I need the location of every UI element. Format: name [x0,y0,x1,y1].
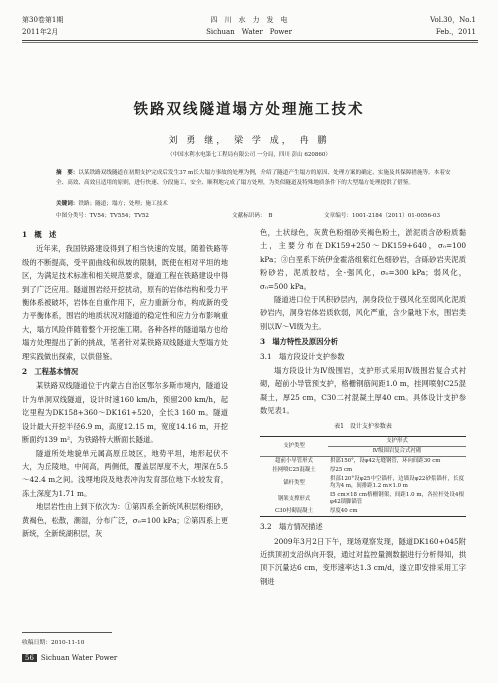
table-cell: C30衬砌混凝土 [260,507,328,517]
header-rule [22,40,478,41]
abstract [56,168,456,188]
table-header-cell: 支护类型 [260,437,328,457]
footnote-rule [22,632,112,633]
paragraph: 地层岩性由上到下依次为：①第四系全新统风积层粉细砂，黄褐色，松散，潮湿，分布广泛，σ₀=100 kPa；②第四系上更新统，全新统湖积层，灰 [22,502,228,538]
table-header-cell: Ⅳ级围岩复合式衬砌 [328,447,466,457]
section-heading-overview: 1 概 述 [22,230,57,239]
subsection-heading: 3.2 塌方情况描述 [260,522,323,532]
table-cell: I5 cm×18 cm格栅钢架，间距1.0 m，各拉杆处设4根φ42锁脚锚管 [330,492,464,506]
table-caption: 表1 设计支护参数表 [334,422,392,430]
table-row [260,475,466,491]
paragraph: 某铁路双线隧道位于内蒙古自治区鄂尔多斯市境内，隧道设计为单洞双线隧道，设计时速160 km/h，预留200 km/h，起讫里程为DK158+360～DK161+520，全长3 160 m。隧道设计最大开挖半径6.9 m，高度12.15 m，宽度14.16 m，开挖断面约139 m²，为铁路特大断面长隧道。 [22,381,228,445]
right-column [260,226,466,588]
paragraph: 近年来，我国铁路建设得到了相当快速的发展，随着铁路等级的不断提高，受平面曲线和纵坡的限制，既使在相对平坦的地区，为满足技术标准和相关规范要求，隧道工程在铁路建设中得到了广泛应用。隧道围岩经开挖扰动，原有的岩体结构和受力平衡体系被破坏，岩体在自重作用下，应力重新分布，构成新的受力平衡体系，围岩的地质状况对隧道的稳定性和应力分布影响重大，塌方风险伴随着整个开挖施工期。各种各样的隧道塌方也给塌方处理提出了新的挑战，笔者针对某铁路双线隧道大型塌方处理实践做出探索，以供借鉴。 [22,244,228,361]
keywords-label: 关键词： [56,201,79,207]
class-number: 中图分类号：TV54；TV554；TV52 [56,213,149,219]
abstract-text: 以某铁路双线隧道在初期支护完成后发生37 m长大塌方事故的处理为例，介绍了隧道产生塌方的原因、处理方案的确定、实施及其保障措施等。本着安全、高效、高效且适用的原则，进行快速、分段施工，安全、顺利地完成了塌方处理，为类似隧道及特殊地质条件下的大型塌方处理提供了借鉴。 [56,170,451,186]
table-cell: 拱部150°，设φ42无缝钢管，环向间距30 cm [330,458,441,465]
date-en: Feb.，2011 [435,28,476,36]
table-row [260,507,466,517]
document-code: 文献标识码： B [232,213,273,219]
journal-name-en: Sichuan Water Power [206,28,292,36]
footer-journal: Sichuan Water Power [40,654,118,662]
section-heading-project: 2 工程基本情况 [22,367,79,377]
keywords-text: 铁路；隧道；塌方；处理；施工技术 [78,201,168,207]
paragraph: 隧道所处地貌单元属高原丘坡区，地势平坦，地形起伏不大，为丘陵地，中间高，两侧低，覆盖层厚度不大，埋深在5.5～42.4 m之间。浅埋地段及地表冲沟发育部位地下水较发育，冻土深度为1.71 m。 [22,448,228,498]
table-row [260,466,466,475]
left-column [22,226,228,540]
abstract-label: 摘 要： [56,170,79,176]
page-number: 56 [22,654,37,662]
table-row [260,457,466,467]
affiliation: （中国水利水电第七工程局有限公司 一分局，四川 彭山 620860） [167,152,331,158]
paragraph: 色，土状绿色，灰黄色粉细砂夹褐色粉土，淤泥质含砂粉质黏土，主要分布在DK159+250～DK159+640，σ₀=100 kPa；③白垩系下统伊金霍洛组紫红色细砂岩，含砾砂岩夹泥质粉砂岩，泥质胶结，全-强风化，σ₀=300 kPa；弱风化，σ₀=500 kPa。 [260,228,466,291]
table-cell: 挂网喷C25混凝土 [272,467,316,474]
table-cell: 厚25 cm [330,467,353,474]
table-header-cell: 支护形式 [328,437,466,447]
keywords [56,199,168,207]
page-footer [22,654,117,662]
table-cell: 钢架支撑形式 [277,495,311,502]
article-title: 铁路双线隧道塌方处理施工技术 [133,101,365,118]
journal-volume-issue: 第30卷第1期 [22,16,64,24]
volume-en: Vol.30，No.1 [430,16,476,24]
authors: 刘 勇 继， 梁 学 成， 冉 鹏 [168,136,330,146]
table-cell: 锚杆类型 [283,479,305,486]
journal-name-cn: 四 川 水 力 发 电 [210,16,288,24]
paragraph: 塌方段设计为Ⅳ级围岩，支护形式采用Ⅳ级围岩复合式衬砌，超前小导管预支护，格栅钢筋间距1.0 m，挂网喷射C25混凝土，厚25 cm，C30二衬混凝土厚40 cm。具体设计支护参数见表1。 [260,366,466,416]
support-parameter-table [260,436,466,517]
journal-date: 2011年2月 [22,28,59,36]
table-row [260,491,466,507]
section-heading-collapse: 3 塌方特性及原因分析 [260,337,339,347]
header-rule-thin [22,42,478,43]
paragraph: 隧道进口位于风积砂层内，洞身段位于强风化至弱风化泥质砂岩内，洞身岩体岩质软弱，风化严重，含少量地下水，围岩类别以Ⅳ～Ⅵ级为主。 [260,295,466,331]
paragraph: 2009年3月2日下午，现场观察发现，隧道DK160+045附近拱顶初支沿纵向开裂，通过对监控量测数据进行分析得知，拱顶下沉量达6 cm，变形速率达1.3 cm/d，遂立即安排采用工字钢进 [260,536,466,586]
subsection-heading: 3.1 塌方段设计支护参数 [260,351,345,361]
table-cell: 超前小导管形式 [275,458,313,465]
received-date: 收稿日期：2010-11-10 [22,640,85,646]
table-cell: 拱部120°设φ25中空锚杆，边墙设φ22砂浆锚杆，长度均为4 m，间排距1.2 m×1.0 m [330,476,464,490]
table-cell: 厚度40 cm [328,507,466,517]
article-number: 文章编号：1001-2184（2011）01-0056-03 [324,213,441,219]
